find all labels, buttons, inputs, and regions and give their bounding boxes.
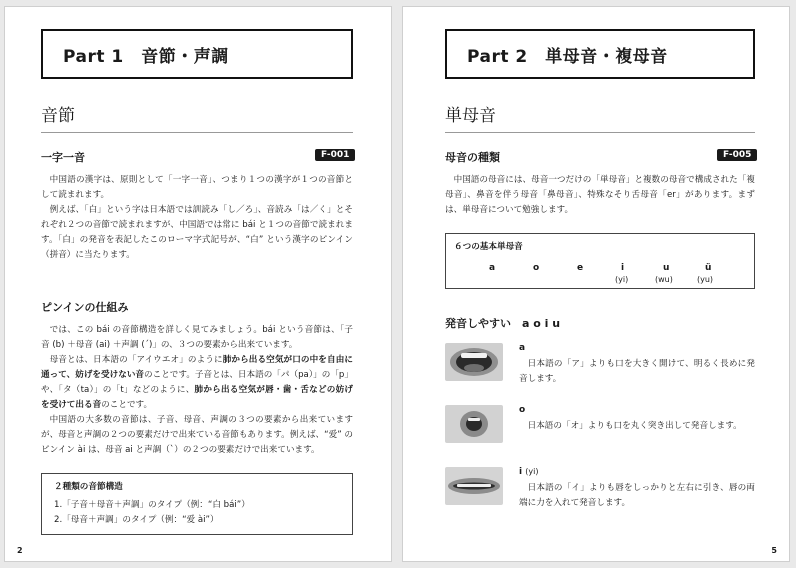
box-item: 2.「母音＋声調」のタイプ（例：“爱 ài”） <box>54 515 219 525</box>
vowel-alt-wu: (wu) <box>655 275 673 284</box>
vowel-u: u <box>663 263 670 273</box>
paragraph: 中国語の漢字は、原則として「一字一音」、つまり１つの漢字が１つの音節として読まれます。 <box>41 175 353 200</box>
subsection-title: 発音しやすい a o i u <box>445 317 561 330</box>
vowel-label: i (yi) <box>519 467 539 477</box>
vowel-description: 日本語の「ア」よりも口を大きく開けて、明るく長めに発音します。 <box>519 359 755 384</box>
page-number: 2 <box>17 546 23 555</box>
part-title-box <box>41 29 353 79</box>
vowel-o: o <box>533 263 540 273</box>
section-title: 単母音 <box>445 101 755 133</box>
box-title: ６つの基本単母音 <box>454 242 523 252</box>
vowel-i: i <box>621 263 625 273</box>
right-page <box>402 6 790 562</box>
vowel-alt-yi: (yi) <box>615 275 629 284</box>
bold-text: 肺から出る空気が口の中を自由に通って、妨げを受けない音 <box>41 355 353 380</box>
audio-code-badge: F-005 <box>717 149 757 161</box>
subsection-title: ピンインの仕組み <box>41 301 129 314</box>
audio-code-badge: F-001 <box>315 149 355 161</box>
section-title: 音節 <box>41 101 353 133</box>
mouth-round-photo <box>445 405 503 443</box>
box-title: ２種類の音節構造 <box>54 482 123 492</box>
paragraph: では、この bái の音節構造を詳しく見てみましょう。bái という音節は、「子音 (b) ＋母音 (ai) ＋声調 (ˊ)」の、３つの要素から出来ています。 <box>41 325 353 350</box>
paragraph: 例えば、「白」という字は日本語では訓読み「し／ろ」、音読み「は／く」とそれぞれ２つの音節で読まれますが、中国語では常に bái と１つの音節で読まれます。「白」の発音を表記したこのローマ字式記号が、“白” という漢字のピンイン（拼音）に当たります。 <box>41 205 353 260</box>
mouth-open-photo <box>445 343 503 381</box>
subsection-title: 一字一音 <box>41 151 85 164</box>
part-title-box <box>445 29 755 79</box>
part-title: Part 1 音節・声調 <box>63 46 229 67</box>
paragraph: 中国語の母音には、母音一つだけの「単母音」と複数の母音で構成された「複母音」、鼻音を伴う母音「鼻母音」、特殊なそり舌母音「er」があります。まずは、単母音について勉強します。 <box>445 175 755 215</box>
vowel-description: 日本語の「オ」よりも口を丸く突き出して発音します。 <box>527 421 742 431</box>
vowel-u-umlaut: ü <box>705 263 712 273</box>
paragraph: 母音とは、日本語の「アイウエオ」のように肺から出る空気が口の中を自由に通って、妨げを受けない音のことです。子音とは、日本語の「パ（pa）」の「p」や、「タ（ta）」の「t」などのように、肺から出る空気が唇・歯・舌などの妨げを受けて出る音のことです。 <box>41 355 353 410</box>
vowel-description: 日本語の「イ」よりも唇をしっかりと左右に引き、唇の両端に力を入れて発音します。 <box>519 483 755 508</box>
bold-text: 肺から出る空気が唇・歯・舌などの妨げを受けて出る音 <box>41 385 353 410</box>
vowel-label: a <box>519 343 526 353</box>
paragraph: 中国語の大多数の音節は、子音、母音、声調の３つの要素から出来ていますが、母音と声調の２つの要素だけで出来ている音節もあります。例えば、“爱” のピンイン ài は、母音 ai と声調（ˋ）の２つの要素だけで出来ています。 <box>41 415 353 455</box>
box-item: 1.「子音＋母音＋声調」のタイプ（例：“白 bái”） <box>54 500 250 510</box>
paragraph-block <box>41 173 353 263</box>
syllable-structure-box <box>41 473 353 535</box>
vowel-label-alt: (yi) <box>525 467 539 476</box>
part-title: Part 2 単母音・複母音 <box>467 46 668 67</box>
page-number: 5 <box>771 546 777 555</box>
vowel-a: a <box>489 263 496 273</box>
vowel-label: o <box>519 405 526 415</box>
mouth-spread-photo <box>445 467 503 505</box>
paragraph-block <box>445 173 755 218</box>
subsection-title: 母音の種類 <box>445 151 500 164</box>
vowel-e: e <box>577 263 584 273</box>
left-page <box>4 6 392 562</box>
vowel-alt-yu: (yu) <box>697 275 714 284</box>
paragraph-block <box>41 323 353 458</box>
